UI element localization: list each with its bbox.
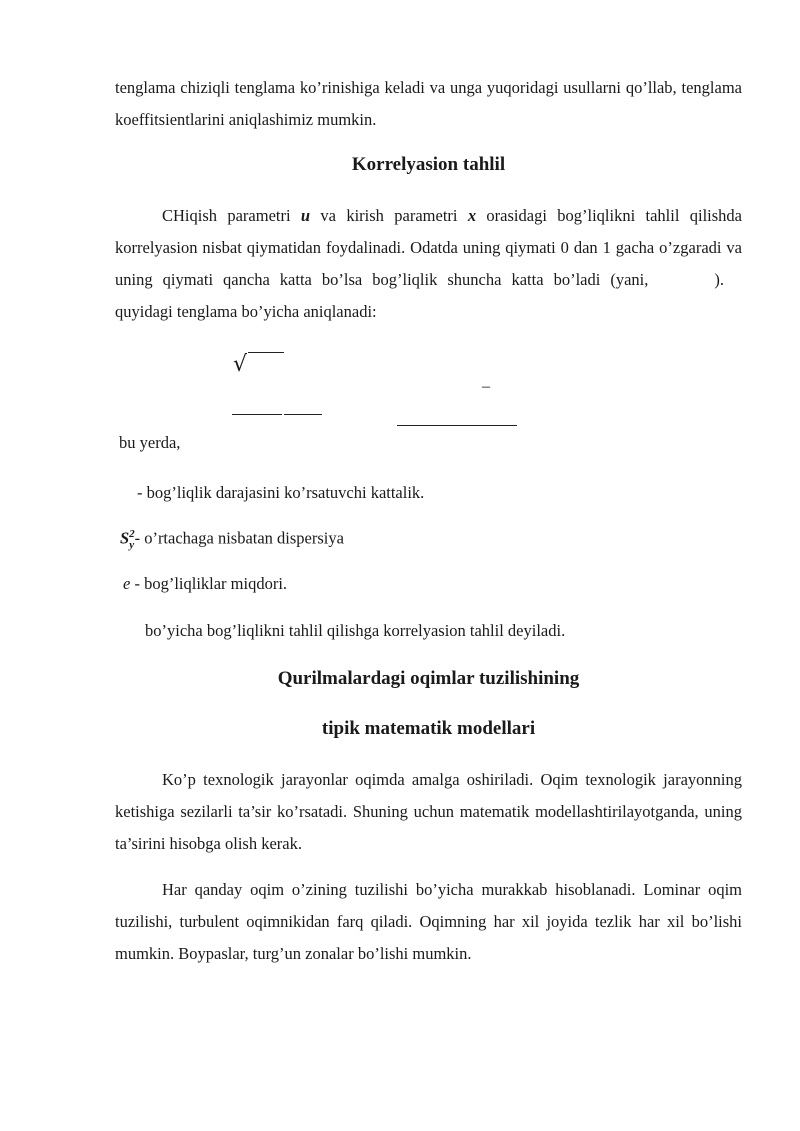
e-symbol: e [123,574,131,593]
sqrt-symbol: √ [233,352,248,377]
dispersion-text: - o’rtachaga nisbatan dispersiya [134,528,344,548]
definition-e [123,574,287,594]
para-close-text: ). [714,270,724,289]
sqrt-overline [248,352,284,353]
para-rest-text: orasidagi bog’liqlikni tahlil qilishda korrelyasion nisbat qiymatidan foydalinadi. Odatda uning qiymati 0 dan 1 gacha o’zgaradi va uning qiymati qancha katta bo’lsa bog’liqlik shuncha katta bo’ladi (yani, [115,206,742,289]
fraction-line-left [232,414,282,415]
bu-yerda-label: bu yerda, [119,433,181,452]
para-mid-text: va kirish parametri [310,206,468,225]
correlation-conclusion: bo’yicha bog’liqlikni tahlil qilishga korrelyasion tahlil deyiladi. [145,621,566,640]
param-x: x [467,206,477,225]
flow-paragraph-1: Ko’p texnologik jarayonlar oqimda amalga oshiriladi. Oqim texnologik jarayonning ketishiga sezilarli ta’sir ko’rsatadi. Shuning uchun matematik modellashtirilayotganda, uning ta’sirini hisobga olish kerak. [115,770,742,853]
definition-dispersion [120,528,344,551]
para-start-text: CHiqish parametri [162,206,301,225]
para-tail-text: quyidagi tenglama bo’yicha aniqlanadi: [115,302,377,321]
correlation-paragraph [115,200,742,328]
section-heading-flow-line1: Qurilmalardagi oqimlar tuzilishining [277,668,580,689]
fraction-line-middle [284,414,322,415]
definition-eta: - bog’liqlik darajasini ko’rsatuvchi kattalik. [137,483,425,502]
section-heading-flow-line2: tipik matematik modellari [321,718,536,739]
intro-paragraph: tenglama chiziqli tenglama ko’rinishiga keladi va unga yuqoridagi usullarni qo’llab, tenglama koeffitsientlarini aniqlashimiz mumkin. [115,78,742,129]
sy-symbol: S [120,528,130,548]
sy-superscript: 2 [129,528,135,540]
flow-paragraph-2: Har qanday oqim o’zining tuzilishi bo’yicha murakkab hisoblanadi. Lominar oqim tuzilishi, turbulent oqimnikidan farq qiladi. Oqimning har xil joyida tezlik har xil bo’lishi mumkin. Boypaslar, turg’un zonalar bo’lishi mumkin. [115,880,742,963]
fraction-line-right [397,425,517,426]
param-u: u [300,206,311,225]
mean-bar-symbol: – [482,378,490,395]
section-heading-correlation: Korrelyasion tahlil [351,154,506,175]
sy-subscript: y [129,538,135,551]
e-text: - bog’liqliklar miqdori. [130,574,288,593]
